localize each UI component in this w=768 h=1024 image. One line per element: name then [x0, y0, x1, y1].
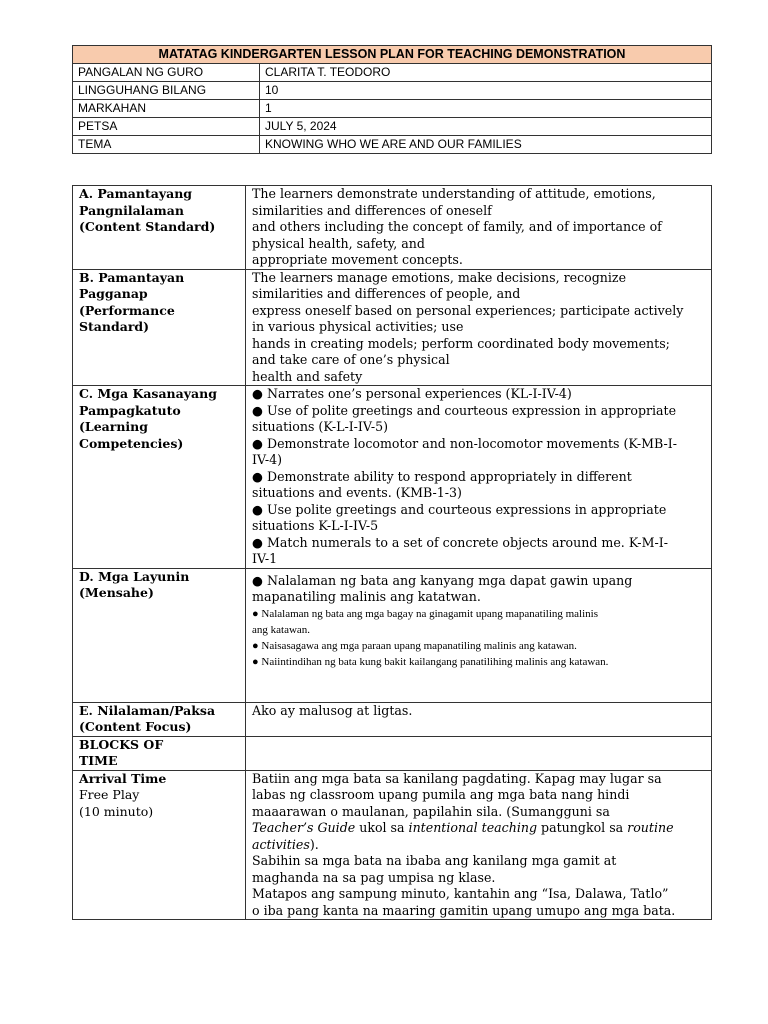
- content-focus-text: Ako ay malusog at ligtas.: [246, 702, 712, 736]
- content-focus-label: E. Nilalaman/Paksa (Content Focus): [73, 702, 246, 736]
- header-row: [73, 82, 712, 100]
- content-focus-row: [73, 702, 712, 736]
- content-standard-label: A. Pamantayang Pangnilalaman (Content Standard): [73, 186, 246, 270]
- arrival-time-text: Batiin ang mga bata sa kanilang pagdating. Kapag may lugar sa labas ng classroom upang pumila ang mga bata nang hindi maaarawan o maulanan, papilahin sila. (Sumangguni sa Teacher’s Guide ukol sa intentional teaching patungkol sa routine activities). Sabihin sa mga bata na ibaba ang kanilang mga gamit at maghanda na sa pag umpisa ng klase. Matapos ang sampung minuto, kantahin ang “Isa, Dalawa, Tatlo” o iba pang kanta na maaring gamitin upang umupo ang mga bata.: [246, 770, 712, 920]
- header-info-table: [72, 45, 712, 154]
- list-item: ● Nalalaman ng bata ang mga bagay na ginagamit upang mapanatiling malinis: [252, 607, 599, 620]
- theme-label: TEMA: [73, 136, 260, 154]
- blocks-of-time-empty: [246, 736, 712, 770]
- teacher-name-label: PANGALAN NG GURO: [73, 64, 260, 82]
- blocks-of-time-label: BLOCKS OF TIME: [73, 736, 246, 770]
- learning-competencies-row: [73, 386, 712, 569]
- performance-standard-text: The learners manage emotions, make decisions, recognize similarities and differences of people, and express oneself based on personal experiences; participate actively in various physical activities; use hands in creating models; perform coordinated body movements; and take care of one’s physical health and safety: [246, 269, 712, 386]
- week-number-value: 10: [260, 82, 712, 100]
- objectives-list: ● Nalalaman ng bata ang kanyang mga dapat gawin upang mapanatiling malinis ang katatwan. ● Nalalaman ng bata ang mga bagay na ginagamit upang mapanatiling malinis ang katawan. ● Naisasagawa ang mga paraan upang mapanatiling malinis ang katawan. ● Naiintindihan ng bata kung bakit kailangang panatilihing malinis ang katawan.: [246, 568, 712, 702]
- list-item: ● Demonstrate locomotor and non-locomotor movements (K-MB-I-: [252, 435, 678, 451]
- blocks-of-time-row: [73, 736, 712, 770]
- date-value: JULY 5, 2024: [260, 118, 712, 136]
- list-item: ● Demonstrate ability to respond appropriately in different: [252, 468, 632, 484]
- lesson-plan-title: MATATAG KINDERGARTEN LESSON PLAN FOR TEACHING DEMONSTRATION: [73, 46, 712, 64]
- content-standard-text: The learners demonstrate understanding of attitude, emotions, similarities and differences of oneself and others including the concept of family, and of importance of physical health, safety, and appropriate movement concepts.: [246, 186, 712, 270]
- teacher-name-value: CLARITA T. TEODORO: [260, 64, 712, 82]
- theme-value: KNOWING WHO WE ARE AND OUR FAMILIES: [260, 136, 712, 154]
- list-item: ● Match numerals to a set of concrete objects around me. K-M-I-: [252, 534, 668, 550]
- list-item: ● Nalalaman ng bata ang kanyang mga dapat gawin upang: [252, 572, 633, 588]
- quarter-label: MARKAHAN: [73, 100, 260, 118]
- list-item: ● Use of polite greetings and courteous expression in appropriate: [252, 402, 677, 418]
- header-row: [73, 136, 712, 154]
- arrival-time-row: [73, 770, 712, 920]
- list-item: ● Naiintindihan ng bata kung bakit kailangang panatilihing malinis ang katawan.: [252, 655, 609, 668]
- objectives-label: D. Mga Layunin (Mensahe): [73, 568, 246, 702]
- content-standard-row: [73, 186, 712, 270]
- header-row: [73, 100, 712, 118]
- learning-competencies-list: ● Narrates one’s personal experiences (KL-I-IV-4) ● Use of polite greetings and courteous expression in appropriate situations (K-L-I-IV-5) ● Demonstrate locomotor and non-locomotor movements (K-MB-I- IV-4) ● Demonstrate ability to respond appropriately in different situations and events. (KMB-1-3) ● Use polite greetings and courteous expressions in appropriate situations K-L-I-IV-5 ● Match numerals to a set of concrete objects around me. K-M-I- IV-1: [246, 386, 712, 569]
- performance-standard-label: B. Pamantayan Pagganap (Performance Standard): [73, 269, 246, 386]
- header-row: [73, 118, 712, 136]
- date-label: PETSA: [73, 118, 260, 136]
- objectives-row: [73, 568, 712, 702]
- week-number-label: LINGGUHANG BILANG: [73, 82, 260, 100]
- list-item: ● Narrates one’s personal experiences (KL-I-IV-4): [252, 386, 572, 401]
- arrival-time-label: Arrival Time Free Play (10 minuto): [73, 770, 246, 920]
- list-item: ● Use polite greetings and courteous expressions in appropriate: [252, 501, 667, 517]
- performance-standard-row: [73, 269, 712, 386]
- header-row: [73, 64, 712, 82]
- list-item: ● Naisasagawa ang mga paraan upang mapanatiling malinis ang katawan.: [252, 639, 577, 652]
- quarter-value: 1: [260, 100, 712, 118]
- learning-competencies-label: C. Mga Kasanayang Pampagkatuto (Learning Competencies): [73, 386, 246, 569]
- lesson-plan-table: [72, 185, 712, 920]
